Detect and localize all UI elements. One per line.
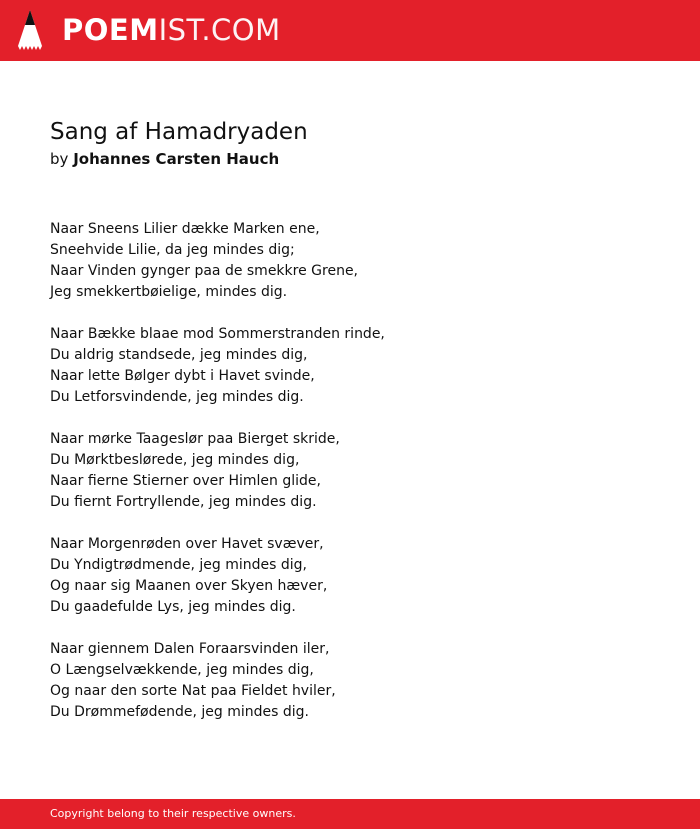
stanza: [50, 324, 650, 408]
stanza: [50, 534, 650, 618]
poem-line: Og naar den sorte Nat paa Fieldet hviler,: [50, 683, 336, 699]
poem-line: Naar mørke Taageslør paa Bierget skride,: [50, 431, 340, 447]
poem-line: O Længselvækkende, jeg mindes dig,: [50, 662, 314, 678]
stanza: [50, 639, 650, 723]
byline: [50, 148, 279, 170]
poem-line: Du gaadefulde Lys, jeg mindes dig.: [50, 599, 296, 615]
poem-line: Du Yndigtrødmende, jeg mindes dig,: [50, 557, 308, 573]
poem-line: Du aldrig standsede, jeg mindes dig,: [50, 347, 308, 363]
copyright-text: Copyright belong to their respective owners.: [50, 807, 296, 820]
pencil-tip-icon[interactable]: [18, 10, 42, 50]
author-name: Johannes Carsten Hauch: [73, 150, 280, 168]
site-header: [0, 0, 700, 61]
poem-body: [50, 219, 650, 744]
logo-text-bold: POEM: [62, 13, 159, 47]
poem-line: Sneehvide Lilie, da jeg mindes dig;: [50, 242, 295, 258]
poem-line: Naar Morgenrøden over Havet svæver,: [50, 536, 324, 552]
poem-line: Du fiernt Fortryllende, jeg mindes dig.: [50, 494, 317, 510]
poem-line: Naar lette Bølger dybt i Havet svinde,: [50, 368, 315, 384]
site-logo[interactable]: [62, 13, 281, 47]
poem-line: Naar giennem Dalen Foraarsvinden iler,: [50, 641, 330, 657]
stanza: [50, 219, 650, 303]
poem-line: Naar Bække blaae mod Sommerstranden rinde,: [50, 326, 385, 342]
poem-line: Naar Sneens Lilier dække Marken ene,: [50, 221, 320, 237]
poem-line: Jeg smekkertbøielige, mindes dig.: [50, 284, 288, 300]
poem-line: Du Mørktbeslørede, jeg mindes dig,: [50, 452, 300, 468]
poem-line: Naar Vinden gynger paa de smekkre Grene,: [50, 263, 359, 279]
by-label: by: [50, 150, 69, 168]
poem-line: Og naar sig Maanen over Skyen hæver,: [50, 578, 328, 594]
poem-title: Sang af Hamadryaden: [50, 119, 308, 145]
poem-line: Naar fierne Stierner over Himlen glide,: [50, 473, 321, 489]
stanza: [50, 429, 650, 513]
poem-line: Du Letforsvindende, jeg mindes dig.: [50, 389, 304, 405]
site-footer: [0, 799, 700, 829]
logo-text-light: IST.COM: [158, 13, 281, 47]
poem-line: Du Drømmefødende, jeg mindes dig.: [50, 704, 309, 720]
